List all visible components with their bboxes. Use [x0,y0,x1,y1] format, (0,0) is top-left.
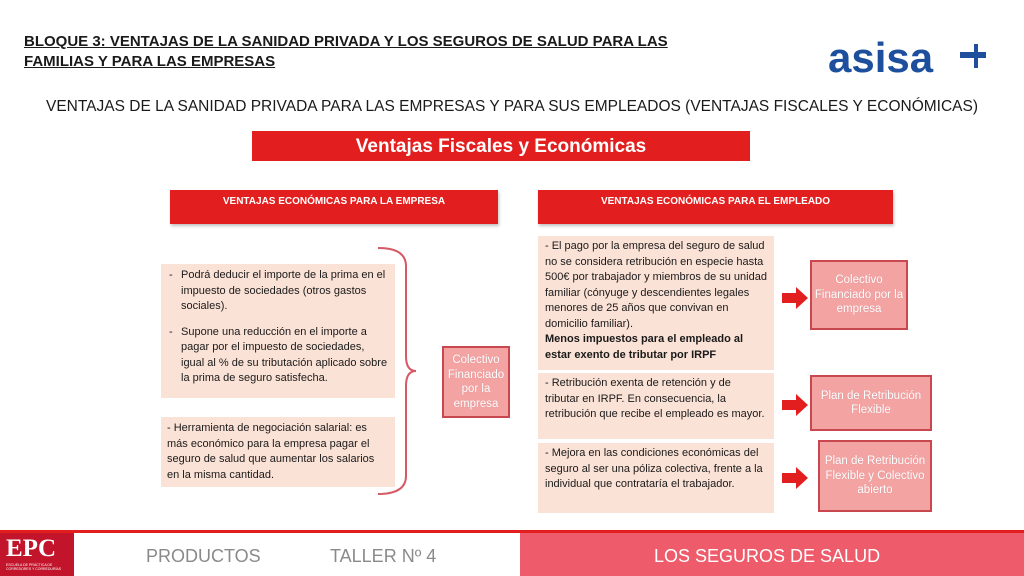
nav-productos-link[interactable]: PRODUCTOS [146,546,261,566]
empleado-pago-bold: Menos impuestos para el empleado al estar exento de tributar por IRPF [545,333,744,361]
footer-section-title: LOS SEGUROS DE SALUD [654,546,881,566]
empleado-heading: VENTAJAS ECONÓMICAS PARA EL EMPLEADO [538,190,893,224]
plan-retribucion-abierto-tag: Plan de Retribución Flexible y Colectivo abierto [818,440,932,512]
empresa-deduction-box [161,264,395,398]
empresa-heading: VENTAJAS ECONÓMICAS PARA LA EMPRESA [170,190,498,224]
plan-retribucion-tag: Plan de Retribución Flexible [810,375,932,431]
block-title [24,32,724,72]
empleado-pago-box [538,236,774,370]
epc-logo-subtitle: ESCUELA DE PRÁCTICA DE CORREDORES Y CORREDURÍAS [6,563,62,571]
empleado-pago-text: - El pago por la empresa del seguro de salud no se considera retribución en especie hasta 500€ por trabajador y miembros de su unidad familiar (cónyuge y descendientes legales menores de 25 años que convivan en domicilio familiar). [545,240,767,330]
main-banner: Ventajas Fiscales y Económicas [252,131,750,161]
right-arrow-icon [780,393,810,417]
block-title-line-1: BLOQUE 3: VENTAJAS DE LA SANIDAD PRIVADA Y LOS SEGUROS DE SALUD PARA LAS [24,33,668,50]
bracket-connector [376,246,416,496]
epc-logo: EPC [6,535,56,562]
nav-taller-link[interactable]: TALLER Nº 4 [330,546,437,566]
page-subtitle: VENTAJAS DE LA SANIDAD PRIVADA PARA LAS EMPRESAS Y PARA SUS EMPLEADOS (VENTAJAS FISCALES Y ECONÓMICAS) [45,98,978,115]
empresa-deduction-item: - Podrá deducir el importe de la prima en el impuesto de sociedades (otros gastos sociales). [167,268,389,315]
footer-nav-block [74,533,520,576]
right-arrow-icon [780,286,810,310]
right-arrow-icon [780,466,810,490]
colectivo-financiado-tag: Colectivo Financiado por la empresa [810,260,908,330]
empleado-mejora-box: - Mejora en las condiciones económicas del seguro al ser una póliza colectiva, frente a la individual que contrataría el trabajador. [538,443,774,513]
asisa-logo [828,38,988,78]
asisa-cross-icon [960,44,986,68]
empresa-herramienta-box: - Herramienta de negociación salarial: es más económico para la empresa pagar el seguro de salud que aumentar los salarios en la misma cantidad. [161,417,395,487]
empleado-retribucion-box: - Retribución exenta de retención y de tributar en IRPF. En consecuencia, la retribución que recibe el empleado es mayor. [538,373,774,439]
empresa-reduction-item: - Supone una reducción en el importe a pagar por el impuesto de sociedades, igual al % de su tributación aplicado sobre la prima de seguro satisfecha. [167,325,389,387]
asisa-logo-text: asisa [828,38,934,78]
block-title-line-2: FAMILIAS Y PARA LAS EMPRESAS [24,53,276,70]
colectivo-empresa-tag: Colectivo Financiado por la empresa [442,346,510,418]
